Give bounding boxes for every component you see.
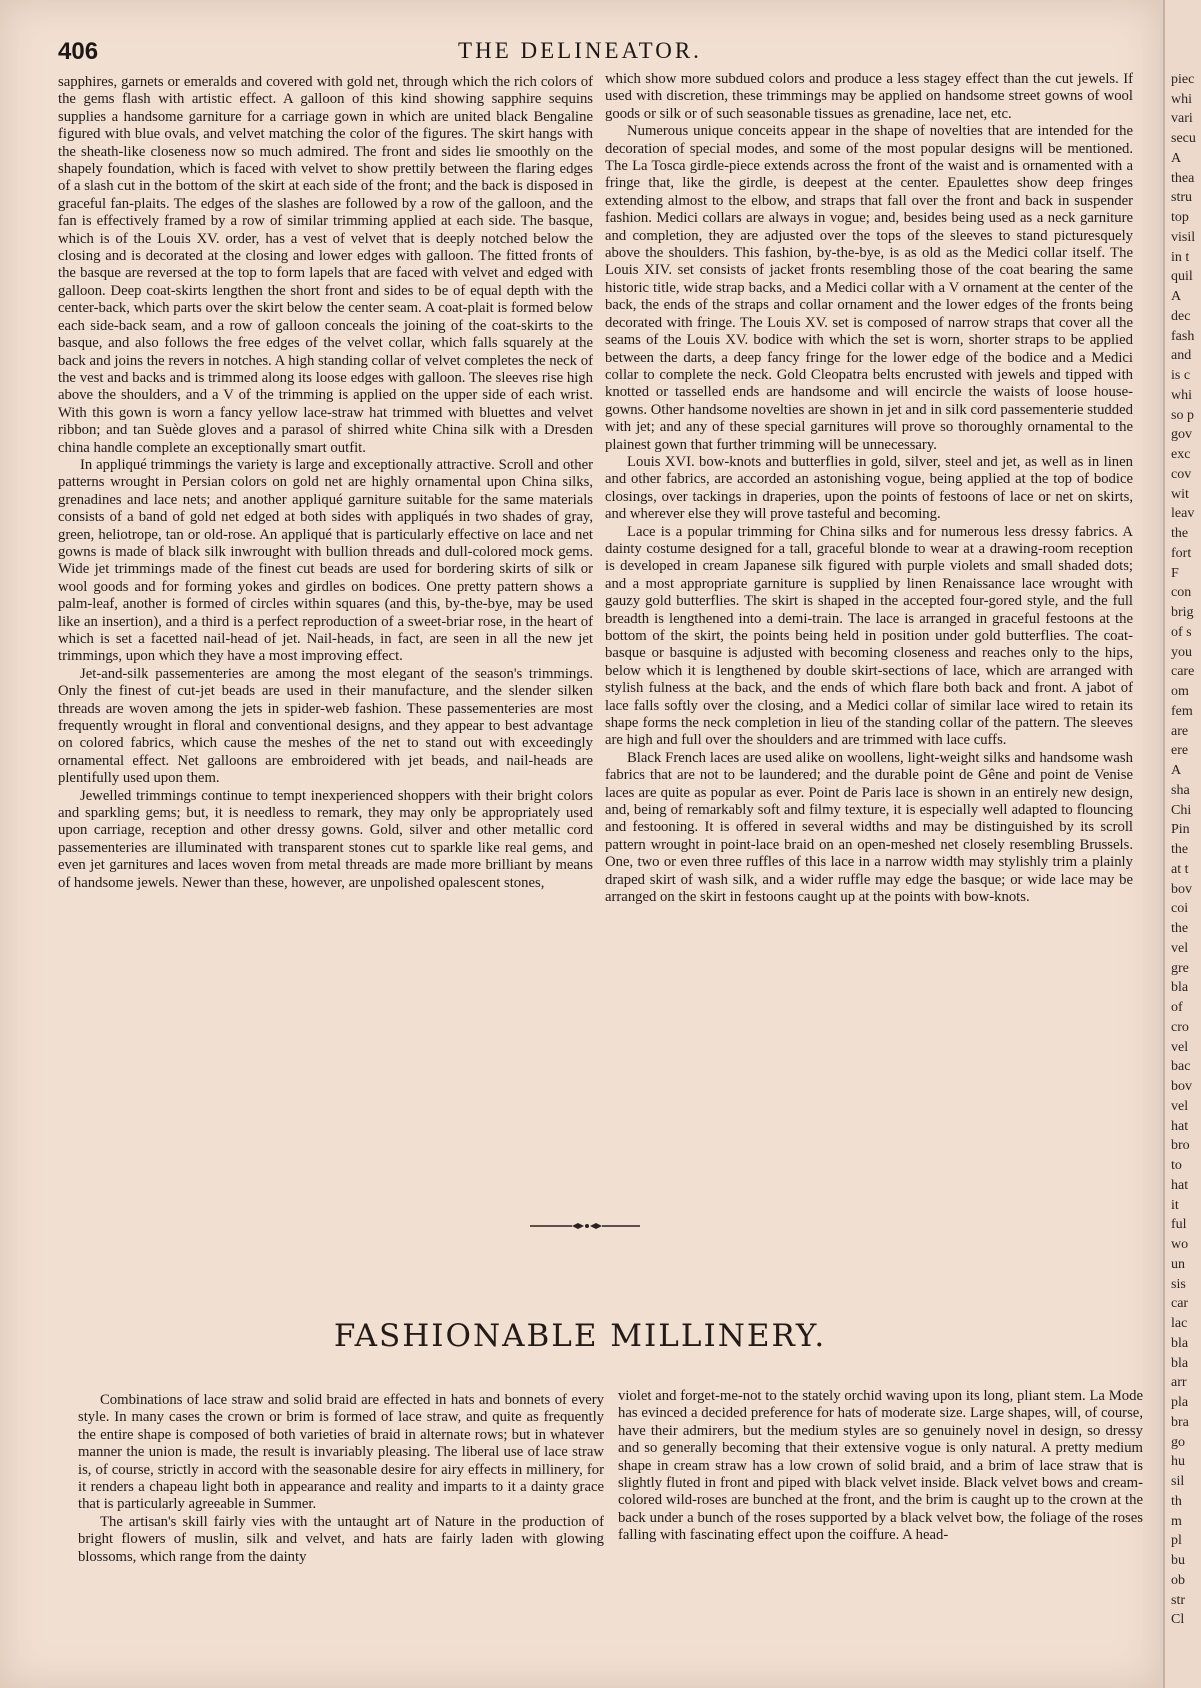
paragraph: In appliqué trimmings the variety is large and exceptionally attractive. Scroll and other patterns wrought in Persian colors on gold net are highly ornamental upon China silks, grenadines and lace nets; and another appliqué garniture suitable for the same materials consists of a band of gold net edged at both sides with appliqués in two shades of gray, green, heliotrope, tan or old-rose. An appliqué that is particularly effective on lace and net gowns is made of black silk inwrought with bullion threads and dull-colored mock gems. Wide jet trimmings made of the finest cut beads are used for bordering skirts of silk or wool goods and for forming yokes and girdles on bodices. One pretty pattern shows a palm-leaf, another is formed of circles within squares (and this, by-the-bye, may be used like an insertion), and a third is a perfect reproduction of a sweet-briar rose, in the heart of which is set a facetted nail-head of jet. Nail-heads, in fact, are seen in all the new jet trimmings, upon which they have a most improving effect. [58,456,593,665]
next-page-fragment: pla [1171,1395,1189,1411]
next-page-fragment: it [1171,1197,1179,1213]
next-page-fragment: coi [1171,901,1189,917]
next-page-fragment: visil [1171,229,1196,245]
next-page-fragment: and [1171,348,1192,364]
next-page-fragment: vel [1171,1039,1189,1055]
next-page-fragment: cro [1171,1019,1189,1035]
next-page-fragment: A [1171,150,1182,166]
next-page-fragment: bu [1171,1553,1185,1568]
next-page-fragment: fash [1171,328,1195,344]
next-page-fragment: ful [1171,1217,1187,1233]
next-page-fragment: hat [1171,1177,1189,1193]
next-page-fragment: bac [1171,1059,1191,1075]
next-page-fragment: pl [1171,1533,1182,1549]
next-page-fragment: bla [1171,980,1189,996]
next-page-fragment: dec [1171,308,1191,324]
next-page-fragment: fort [1171,545,1192,561]
next-page-fragment: care [1171,664,1195,680]
ornamental-divider [530,1219,640,1233]
next-page-fragment: go [1171,1434,1185,1450]
paragraph: Louis XVI. bow-knots and butterflies in gold, silver, steel and jet, as well as in linen and other fabrics, are accorded an astonishing vogue, being applied at the top of bodice closings, over tackings in draperies, upon the points of festoons of lace or net on skirts, and wherever else they will prove tasteful and becoming. [605,453,1133,523]
next-page-fragment: is c [1171,368,1191,384]
next-page-fragment: arr [1171,1375,1187,1391]
next-page-fragment: brig [1171,605,1194,621]
next-page-fragment: m [1171,1513,1182,1529]
paragraph: Jet-and-silk passementeries are among the most elegant of the season's trimmings. Only the finest of cut-jet beads are used in their manufacture, and the slender silken threads are woven among the jets in spider-web fashion. These passementeries are most frequently wrought in floral and conventional designs, and they appear to best advantage on colored fabrics, which cause the meshes of the net to stand out with exceedingly ornamental effect. Net galloons are embroidered with jet beads, and nail-heads are plentifully used upon them. [58,665,593,787]
next-page-fragment: of s [1171,624,1192,640]
next-page-fragment: exc [1171,447,1191,463]
next-page-fragment: thea [1171,170,1195,186]
millinery-left-column [78,1392,604,1566]
next-page-fragment: in t [1171,249,1190,265]
next-page-fragment: to [1171,1158,1182,1174]
next-page-fragment: sil [1171,1474,1185,1490]
next-page-fragment: bro [1171,1138,1190,1154]
next-page-fragment: Pin [1171,822,1190,838]
next-page-fragment: bra [1171,1414,1189,1430]
paragraph: Numerous unique conceits appear in the shape of novelties that are intended for the decoration of special modes, and some of the most popular designs will be mentioned. The La Tosca girdle-piece extends across the front of the waist and is ornamented with a fringe that, like the girdle, is deepest at the center. Epaulettes show deep fringes extending almost to the elbow, and straps that fall over the front and back in suspender fashion. Medici collars are always in vogue; and, besides being used as a neck garniture and completion, they are adjusted over the tops of the sleeves to stand picturesquely above the shoulders. This fashion, by-the-bye, is as old as the Medici collar itself. The Louis XIV. set consists of jacket fronts resembling those of the coat bearing the same historic title, wide strap backs, and a Medici collar with a V ornament at the center of the back, the ends of the straps and collar ornament and the lower edges of the fronts being decorated with fringe. The Louis XV. set is composed of narrow straps that cover all the seams of the Louis XV. bodice with which the set is worn, shorter straps to be applied between the darts, a deep fancy fringe for the lower edge of the bodice and a Medici collar to complete the neck. Gold Cleopatra belts encrusted with jewels and tipped with knotted or tasselled ends are handsome and will encircle the waists of loose house-gowns. Other handsome novelties are shown in jet and in silk cord passementerie studded with jet; and any of these special garnitures will prove so thoroughly ornamental to the plainest gown that further trimming will be unnecessary. [605,123,1133,453]
paragraph: Combinations of lace straw and solid braid are effected in hats and bonnets of every style. In many cases the crown or brim is formed of lace straw, and quite as frequently the entire shape is composed of both varieties of braid in alternate rows; but in whatever manner the union is made, the result is invariably pleasing. The liberal use of lace straw is, of course, strictly in accord with the seasonable desire for airy effects in millinery, for it renders a chapeau light both in appearance and reality and imparts to it a dainty grace that is particularly agreeable in Summer. [78,1392,604,1513]
next-page-fragment: vari [1171,111,1193,127]
next-page-fragment: the [1171,921,1189,937]
next-page-fragment: ob [1171,1572,1185,1588]
next-page-fragment: gov [1171,427,1192,443]
paragraph: which show more subdued colors and produce a less stagey effect than the cut jewels. If used with discretion, these trimmings may be applied on handsome street gowns of wool goods or silk or of such seasonable tissues as grenadine, lace net, etc. [605,71,1133,122]
next-page-fragment: cov [1171,466,1192,482]
next-page-fragment: of [1171,1000,1183,1016]
next-page-fragment: th [1171,1493,1182,1509]
next-page-fragment: secu [1171,131,1196,147]
next-page-fragment: are [1171,723,1189,739]
next-page-fragment: gre [1171,960,1189,976]
next-page-fragment: sis [1171,1276,1186,1292]
next-page-fragment: so p [1171,407,1194,423]
paragraph: violet and forget-me-not to the stately orchid waving upon its long, pliant stem. La Mode has evinced a decided preference for hats of moderate size. Large shapes, will, of course, have their admirers, but the medium styles are so genuinely novel in design, so dressy and so generally becoming that their extensive vogue is only natural. A pretty medium shape in cream straw has a low crown of solid braid, and a brim of lace straw that is slightly fluted in front and piped with black velvet inside. Black velvet bows and cream-colored wild-roses are bunched at the front, and the brim is caught up to the crown at the back under a bunch of the roses supported by a black velvet bow, the foliage of the roses falling with fascinating effect upon the coiffure. A head- [618,1388,1143,1544]
next-page-fragment: hu [1171,1454,1185,1470]
next-page-fragment: lac [1171,1316,1188,1332]
next-page-fragment: fem [1171,703,1193,719]
next-page-fragment: stru [1171,190,1192,206]
next-page-fragment: bov [1171,1079,1192,1095]
page-number: 406 [58,38,99,65]
next-page-fragment: wo [1171,1237,1189,1253]
next-page-fragment: sha [1171,782,1190,798]
next-page-fragment: leav [1171,506,1195,522]
next-page-fragment: A [1171,763,1182,779]
next-page-fragment: wit [1171,486,1189,502]
next-page-fragment: ere [1171,743,1189,759]
millinery-right-column [618,1388,1143,1545]
next-page-fragment: whi [1171,91,1192,107]
running-title: THE DELINEATOR. [458,38,702,63]
next-page-fragment: A [1171,289,1182,305]
paragraph: Lace is a popular trimming for China silks and for numerous less dressy fabrics. A dainty costume designed for a tall, graceful blonde to wear at a drawing-room reception is developed in cream Japanese silk figured with purple violets and small shaded dots; and a most appropriate garniture is supplied by linen Renaissance lace wrought with gauzy gold butterflies. The skirt is shaped in the accepted four-gored style, and the full breadth is lengthened into a demi-train. The lace is arranged in graceful festoons at the bottom of the skirt, the points being held in position under gold butterflies. The coat-basque or basquine is adjusted with becoming closeness and reaches only to the hips, below which it is lengthened by double skirt-sections of lace, which are arranged with stylish fulness at the back, and the ends of which flare both back and front. A jabot of lace falls softly over the closing, and a Medici collar of similar lace wired to retain its shape forms the neck completion in lieu of the standing collar of the pattern. The sleeves are high and full over the shoulders and are trimmed with lace cuffs. [605,523,1133,749]
next-page-fragment: vel [1171,940,1189,956]
article-right-column [605,71,1133,907]
paragraph: The artisan's skill fairly vies with the untaught art of Nature in the production of bright flowers of muslin, silk and velvet, and hats are fairly laden with glowing blossoms, which range from the dainty [78,1513,604,1565]
next-page-fragment: Chi [1171,802,1192,818]
next-page-fragment: you [1171,644,1192,660]
next-page-fragment: Cl [1171,1612,1185,1628]
next-page-fragment: om [1171,684,1189,700]
next-page-fragment: bla [1171,1355,1189,1371]
next-page-fragment: str [1171,1592,1185,1608]
next-page-fragment: car [1171,1296,1189,1312]
next-page-edge [1163,0,1201,1688]
next-page-fragment: bla [1171,1335,1189,1351]
article-left-column [58,74,593,892]
next-page-fragment: piec [1171,72,1195,87]
next-page-fragment: quil [1171,269,1193,285]
next-page-fragment: F [1171,565,1179,581]
next-page-fragment: hat [1171,1118,1189,1134]
next-page-fragment: top [1171,210,1189,226]
section-heading: FASHIONABLE MILLINERY. [333,1318,827,1354]
next-page-fragment: un [1171,1256,1185,1272]
paragraph: Jewelled trimmings continue to tempt inexperienced shoppers with their bright colors and sparkling gems; but, it is needless to remark, they may only be appropriately used upon carriage, reception and other dressy gowns. Gold, silver and other metallic cord passementeries are illuminated with transparent stones cut to sparkle like real gems, and even jet garnitures and laces woven from metal threads are made more brilliant by means of handsome jewels. Newer than these, however, are unpolished opalescent stones, [58,787,593,891]
next-page-fragment: the [1171,526,1189,542]
next-page-fragment: whi [1171,387,1192,403]
next-page-fragment: bov [1171,881,1192,897]
next-page-fragment: con [1171,585,1192,601]
paragraph: Black French laces are used alike on woollens, light-weight silks and handsome wash fabrics that are not to be laundered; and the durable point de Gêne and point de Venise laces are quite as popular as ever. Point de Paris lace is shown in an entirely new design, and, being of remarkably soft and filmy texture, it is especially well adapted to flouncing and festooning. It is offered in several widths and may be distinguished by its scroll pattern wrought in point-lace braid on an open-meshed net closely resembling Brussels. One, two or even three ruffles of this lace in a narrow width may stylishly trim a plainly draped skirt of wash silk, and a wider ruffle may edge the basque; or wide lace may be arranged on the skirt in festoons caught up at the points with bow-knots. [605,749,1133,906]
next-page-fragment: the [1171,842,1189,858]
next-page-fragment: vel [1171,1098,1189,1114]
paragraph: sapphires, garnets or emeralds and covered with gold net, through which the rich colors of the gems flash with artistic effect. A galloon of this kind showing sapphire sequins supplies a handsome garniture for a carriage gown in which are united black Bengaline figured with blue ovals, and velvet matching the color of the figures. The skirt hangs with the sheath-like closeness now so much admired. The front and sides lie smoothly on the shapely foundation, which is faced with velvet to show prettily between the flaring edges of a slash cut in the bottom of the skirt at each side of the front; and the back is disposed in graceful fan-plaits. The edges of the slashes are followed by a row of the galloon, and the fan is effectively framed by a row of similar trimming applied at each side. The basque, which is of the Louis XV. order, has a vest of velvet that is deeply notched below the closing and is decorated at the closing and lower edges with galloon. The fitted fronts of the basque are reversed at the top to form lapels that are faced with velvet and edged with galloon. Deep coat-skirts lengthen the short front and sides to be of equal depth with the center-back, which parts over the skirt below the center seam. A coat-plait is formed below each side-back seam, and a row of galloon conceals the joining of the coat-skirts to the basque, and also follows the free edges of the velvet collar, which falls squarely at the back and joins the revers in notches. A high standing collar of velvet completes the neck of the vest and backs and is trimmed along its loose edges with galloon. The sleeves rise high above the shoulders, and a V of the trimming is applied on the upper side of each wrist. With this gown is worn a fancy yellow lace-straw hat trimmed with bluettes and velvet ribbon; and tan Suède gloves and a parasol of shirred white China silk with a Dresden china handle complete an exceptionally smart outfit. [58,74,593,456]
next-page-fragment: at t [1171,861,1189,877]
